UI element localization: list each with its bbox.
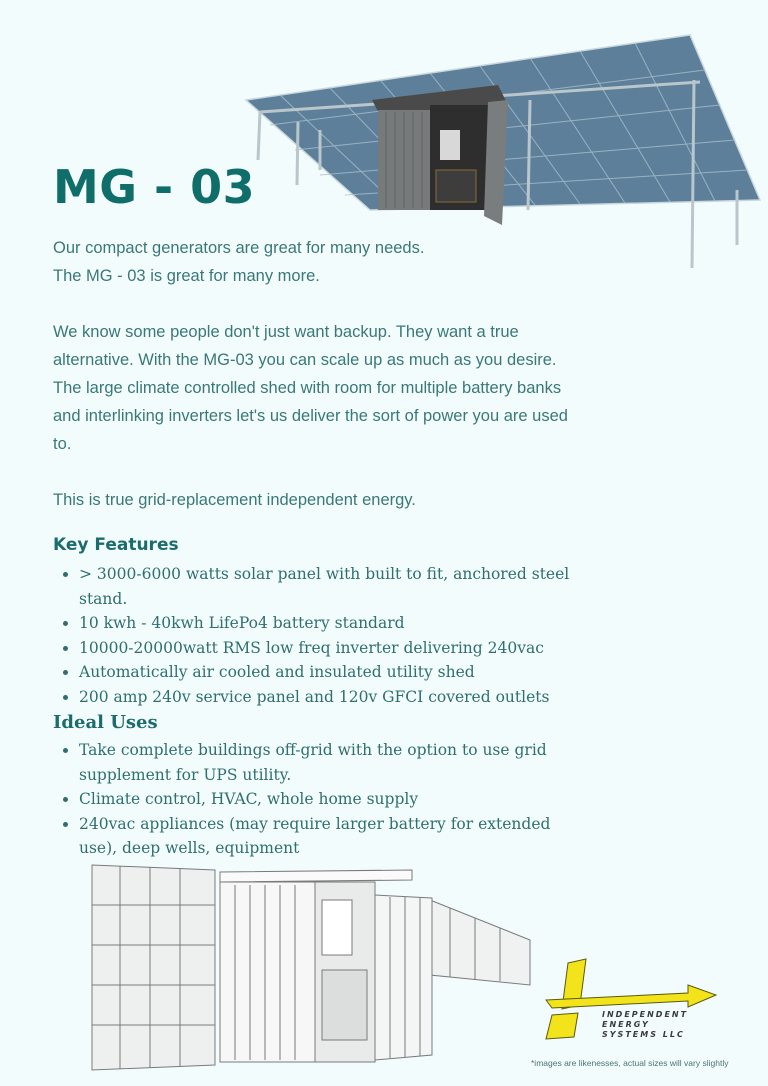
intro-paragraph-3: This is true grid-replacement independent energy.	[53, 491, 416, 509]
shed-sketch-image	[90, 860, 535, 1075]
key-features-list	[53, 562, 579, 709]
intro-line-1: Our compact generators are great for many needs.	[53, 239, 425, 257]
list-item: • Climate control, HVAC, whole home supply	[79, 787, 579, 812]
logo-line-1: INDEPENDENT	[602, 1010, 689, 1019]
ideal-uses-heading: Ideal Uses	[53, 712, 158, 733]
company-logo	[538, 955, 723, 1045]
logo-line-3: SYSTEMS LLC	[602, 1030, 685, 1039]
ideal-uses-list	[53, 738, 579, 861]
intro-text	[53, 234, 573, 514]
list-item: • Automatically air cooled and insulated utility shed	[79, 660, 579, 685]
list-item: • > 3000-6000 watts solar panel with built to fit, anchored steel stand.	[79, 562, 579, 611]
list-item: • 10000-20000watt RMS low freq inverter delivering 240vac	[79, 636, 579, 661]
list-item: • 10 kwh - 40kwh LifePo4 battery standard	[79, 611, 579, 636]
page-title: MG - 03	[53, 160, 256, 214]
intro-line-2: The MG - 03 is great for many more.	[53, 267, 320, 285]
disclaimer-text: *images are likenesses, actual sizes will vary slightly	[531, 1058, 729, 1068]
logo-line-2: ENERGY	[602, 1020, 650, 1029]
utility-shed	[372, 85, 508, 225]
list-item: • 200 amp 240v service panel and 120v GFCI covered outlets	[79, 685, 579, 710]
intro-paragraph-2: We know some people don't just want backup. They want a true alternative. With the MG-03 you can scale up as much as you desire. The large climate controlled shed with room for multiple battery banks and interlinking inverters let's us deliver the sort of power you are used to.	[53, 323, 568, 453]
list-item: • Take complete buildings off-grid with the option to use grid supplement for UPS utility.	[79, 738, 579, 787]
list-item: • 240vac appliances (may require larger battery for extended use), deep wells, equipment	[79, 812, 579, 861]
key-features-heading: Key Features	[53, 535, 179, 555]
